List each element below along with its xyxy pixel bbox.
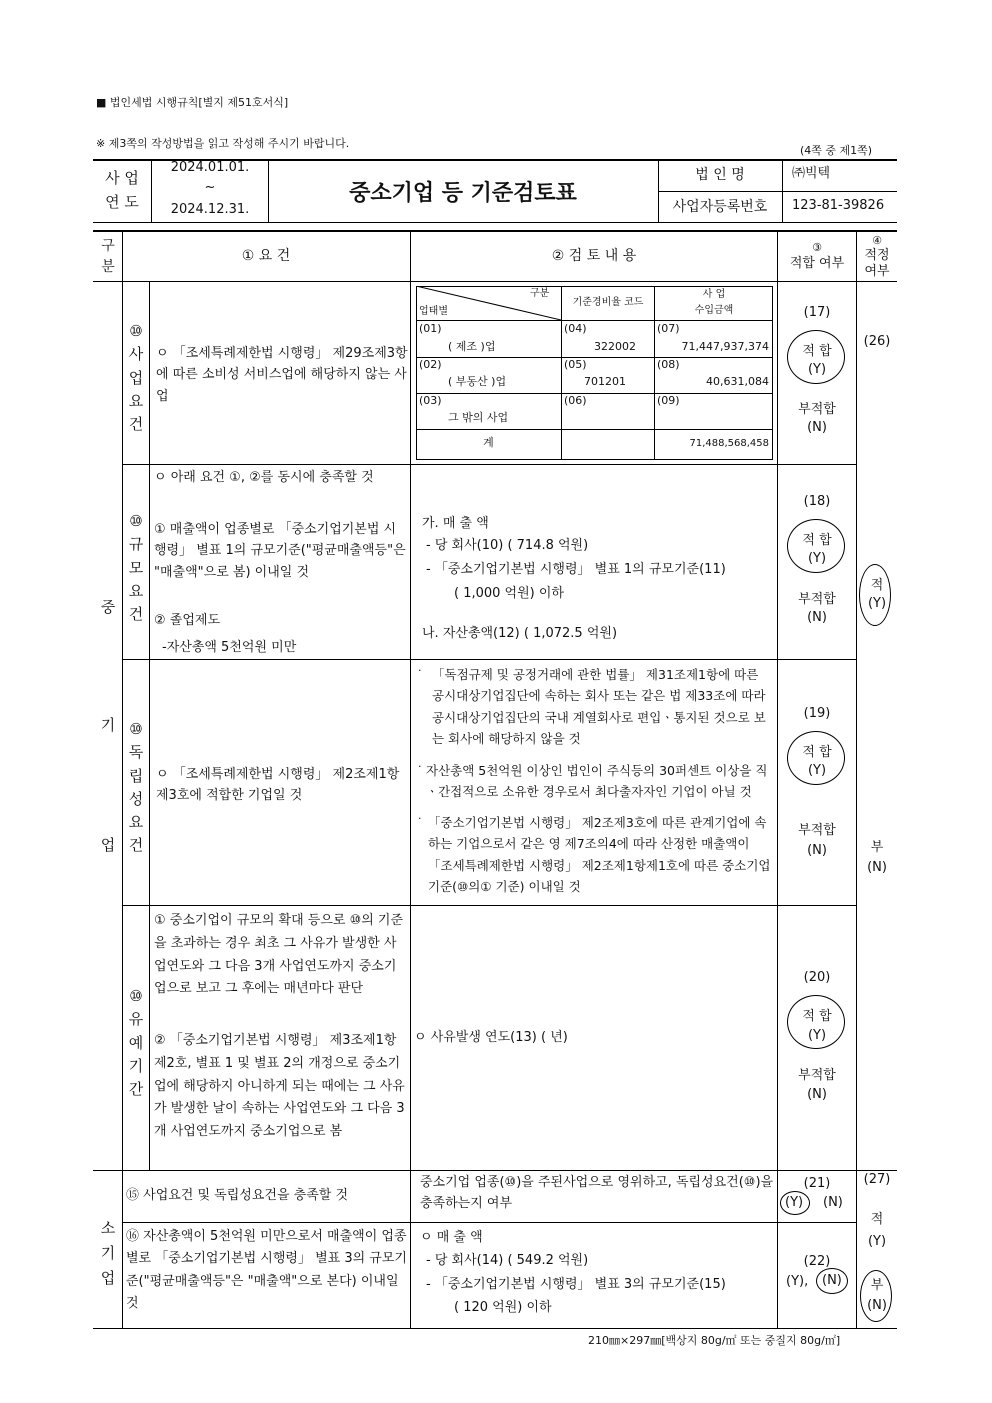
small-final-no-2: (N): [867, 1298, 887, 1313]
r102-fit-label: 적 합: [802, 533, 832, 548]
r105-requirement: ⑮ 사업요건 및 독립성요건을 충족할 것: [126, 1188, 349, 1203]
r101-unfit-n: (N): [807, 420, 827, 435]
biz-no-label: 사업자등록번호: [672, 199, 768, 215]
r102-rev-a3: ( 1,000 억원) 이하: [454, 586, 564, 601]
table-head-gubun: 구분: [530, 288, 550, 299]
col-fit-num: ③: [812, 241, 822, 254]
row03-code-no: (06): [564, 394, 587, 407]
biz-no: 123-81-39826: [792, 198, 885, 213]
r102-req-intro: ㅇ 아래 요건 ①, ②를 동시에 충족할 것: [154, 470, 374, 485]
r103-fit-no: (19): [803, 706, 831, 721]
period-end: 2024.12.31.: [170, 202, 250, 217]
col-review: ② 검 토 내 용: [551, 248, 637, 264]
r104-req-2: ② 「중소기업기본법 시행령」 제3조제1항제2호, 별표 1 및 별표 2의 개정으로 중소기업에 해당하지 아니하게 되는 때에는 그 사유가 발생한 날이 속하는 사업연도와 그 다음 3개 사업연도까지 중소기업으로 봄: [154, 1033, 405, 1139]
r103-unfit: 부적합: [798, 823, 836, 838]
r101-label: ⑩ 사 업 요 건: [128, 322, 144, 433]
corp-name-label: 법 인 명: [695, 167, 745, 183]
r102-req-2: ② 졸업제도: [154, 613, 221, 628]
r103-fit-label: 적 합: [802, 745, 832, 760]
row01-amount: 71,447,937,374: [681, 340, 769, 353]
r101-unfit: 부적합: [798, 402, 836, 417]
r104-fit-no: (20): [803, 970, 831, 985]
row01-code-no: (04): [564, 322, 587, 335]
table-head-amount-2: 수입금액: [694, 305, 734, 316]
r102-rev-a: 가. 매 출 액: [422, 516, 489, 531]
r105-fit-y: (Y): [785, 1195, 804, 1210]
r102-label: ⑩ 규 모 요 건: [128, 512, 144, 623]
instruction-note: ※ 제3쪽의 작성방법을 읽고 작성해 주시기 바랍니다.: [96, 137, 350, 150]
sme-final-no: 부: [870, 840, 884, 855]
r104-review: ㅇ 사유발생 연도(13) ( 년): [414, 1030, 568, 1045]
col-fit: 적합 여부: [789, 256, 845, 271]
r106-rev-1: ㅇ 매 출 액: [420, 1230, 483, 1245]
r102-unfit-n: (N): [807, 610, 827, 625]
page-info: (4쪽 중 제1쪽): [800, 144, 873, 157]
row02-amt-no: (08): [657, 358, 680, 371]
small-final-fit: 적: [870, 1212, 884, 1227]
r103-requirement: ㅇ 「조세특례제한법 시행령」 제2조제1항제3호에 적합한 기업일 것: [156, 767, 400, 804]
form-id: ■ 법인세법 시행규칙[별지 제51호서식]: [96, 96, 289, 109]
row01-amt-no: (07): [657, 322, 680, 335]
row01-no: (01): [419, 322, 442, 335]
small-final-no-1: 부: [870, 1278, 884, 1293]
sme-final-fit: 적: [870, 578, 884, 593]
r101-fit-y: (Y): [807, 362, 827, 377]
r103-rev-2: 자산총액 5천억원 이상인 법인이 주식등의 30퍼센트 이상을 직ㆍ간접적으로 소유한 경우로서 최다출자자인 기업이 아닐 것: [426, 763, 768, 800]
page-title: 중소기업 등 기준검토표: [349, 181, 577, 206]
r103-fit-y: (Y): [807, 763, 827, 778]
r105-fit-n: (N): [823, 1195, 843, 1210]
period-label: 사 업 연 도: [105, 169, 139, 211]
r106-rev-3: - 「중소기업기본법 시행령」 별표 3의 규모기준(15): [426, 1277, 726, 1292]
row01-name: ( 제조 )업: [448, 340, 496, 353]
r101-fit-no: (17): [803, 305, 831, 320]
r104-fit-label: 적 합: [802, 1009, 832, 1024]
period-start: 2024.01.01.: [170, 160, 250, 175]
small-final-fit-y: (Y): [867, 1234, 887, 1249]
col-final: 적정 여부: [864, 248, 890, 279]
r106-requirement: ⑯ 자산총액이 5천억원 미만으로서 매출액이 업종별로 「중소기업기본법 시행령」 별표 3의 규모기준("평균매출액등"은 "매출액"으로 본다) 이내일 것: [126, 1229, 407, 1312]
r101-fit-label: 적 합: [802, 344, 832, 359]
r104-fit-y: (Y): [807, 1028, 827, 1043]
col-final-num: ④: [872, 234, 882, 247]
r102-fit-y: (Y): [807, 551, 827, 566]
r102-rev-b: 나. 자산총액(12) ( 1,072.5 억원): [422, 626, 618, 641]
col-requirement: ① 요 건: [241, 248, 291, 264]
r106-fit-no: (22): [803, 1254, 831, 1269]
r102-fit-no: (18): [803, 494, 831, 509]
section-small: 소 기 업: [100, 1219, 116, 1287]
r106-rev-2: - 당 회사(14) ( 549.2 억원): [426, 1253, 589, 1268]
table-head-amount-1: 사 업: [702, 289, 726, 300]
r102-unfit: 부적합: [798, 592, 836, 607]
r104-unfit-n: (N): [807, 1087, 827, 1102]
row02-no: (02): [419, 358, 442, 371]
r105-review: 중소기업 업종(⑩)을 주된사업으로 영위하고, 독립성요건(⑩)을 충족하는지 여부: [420, 1175, 774, 1212]
small-final-no: (27): [863, 1172, 891, 1187]
row03-no: (03): [419, 394, 442, 407]
r102-req-1: ① 매출액이 업종별로 「중소기업기본법 시행령」 별표 1의 규모기준("평균매출액등"은 "매출액"으로 봄) 이내일 것: [154, 522, 406, 580]
sme-final-fit-y: (Y): [867, 596, 887, 611]
sme-final-circle: [859, 564, 891, 626]
r103-label: ⑩ 독 립 성 요 건: [128, 720, 144, 855]
row02-code: 701201: [584, 375, 626, 388]
r104-label: ⑩ 유 예 기 간: [128, 987, 144, 1098]
r103-rev-3: 「중소기업기본법 시행령」 제2조제3호에 따른 관계기업에 속하는 기업으로서 같은 영 제7조의4에 따라 산정한 매출액이 「조세특례제한법 시행령」 제2조제1항제1호에 따른 중소기업기준(⑩의① 기준) 이내일 것: [428, 815, 771, 894]
r105-fit-no: (21): [803, 1176, 831, 1191]
total-label: 계: [483, 436, 494, 449]
r103-unfit-n: (N): [807, 843, 827, 858]
section-sme-1: 중: [100, 598, 116, 616]
r102-req-2b: -자산총액 5천억원 미만: [162, 640, 297, 655]
section-sme-2: 기: [100, 716, 116, 734]
r106-fit-n: (N): [822, 1273, 842, 1288]
row02-amount: 40,631,084: [706, 375, 769, 388]
r104-unfit: 부적합: [798, 1068, 836, 1083]
r101-final-no: (26): [863, 334, 891, 349]
r102-rev-a2: - 「중소기업기본법 시행령」 별표 1의 규모기준(11): [426, 562, 726, 577]
corp-name: ㈜빅텍: [792, 166, 831, 181]
period-tilde: ~: [204, 180, 216, 195]
total-amount: 71,488,568,458: [689, 438, 769, 449]
r106-rev-4: ( 120 억원) 이하: [454, 1300, 552, 1315]
r104-req-1: ① 중소기업이 규모의 확대 등으로 ⑩의 기준을 초과하는 경우 최초 그 사유가 발생한 사업연도와 그 다음 3개 사업연도까지 중소기업으로 보고 그 후에는 매년마다 판단: [154, 913, 404, 997]
r106-fit-y: (Y),: [786, 1274, 809, 1289]
sme-final-no-n: (N): [867, 860, 887, 875]
r102-rev-a1: - 당 회사(10) ( 714.8 억원): [426, 538, 589, 553]
table-head-type: 업태별: [419, 306, 448, 317]
section-sme-3: 업: [100, 836, 116, 854]
table-head-code: 기준경비율 코드: [572, 297, 644, 308]
r101-requirement: ㅇ 「조세특례제한법 시행령」 제29조제3항에 따른 소비성 서비스업에 해당하지 않는 사업: [156, 346, 408, 404]
r103-rev-1: 「독점규제 및 공정거래에 관한 법률」 제31조제1항에 따른 공시대상기업집단에 속하는 회사 또는 같은 법 제33조에 따라 공시대상기업집단의 국내 계열회사로 편입ㆍ통지된 것으로 보는 회사에 해당하지 않을 것: [432, 667, 766, 746]
row03-name: 그 밖의 사업: [448, 411, 509, 424]
row02-code-no: (05): [564, 358, 587, 371]
row03-amt-no: (09): [657, 394, 680, 407]
col-gubun: 구 분: [101, 238, 115, 275]
footer: 210㎜×297㎜[백상지 80g/㎡ 또는 중질지 80g/㎡]: [588, 1334, 841, 1347]
row01-code: 322002: [594, 340, 636, 353]
row02-name: ( 부동산 )업: [448, 375, 507, 388]
